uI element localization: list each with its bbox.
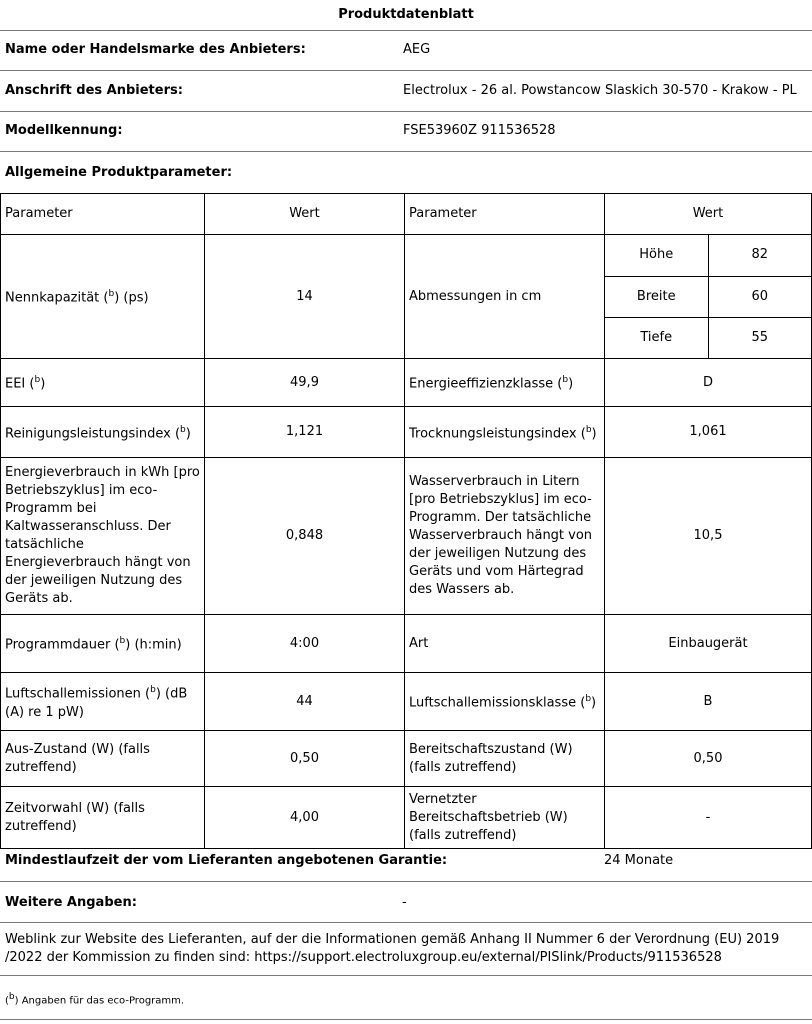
off-mode-value: 0,50 <box>205 731 405 787</box>
divider <box>0 881 812 882</box>
model-label: Modellkennung: <box>5 123 123 138</box>
address-value: Electrolux - 26 al. Powstancow Slaskich 30-570 - Krakow - PL <box>403 83 797 98</box>
tiefe-label: Tiefe <box>605 317 708 358</box>
eei-label: EEI ($^b$) <box>1 359 205 407</box>
drying-value: 1,061 <box>605 407 812 458</box>
divider <box>0 975 812 976</box>
delay-value: 4,00 <box>205 787 405 849</box>
hoehe-value: 82 <box>708 235 811 276</box>
hoehe-label: Höhe <box>605 235 708 276</box>
table-row <box>1 407 812 458</box>
table-row <box>1 359 812 407</box>
standby-value: 0,50 <box>605 731 812 787</box>
table-row <box>1 787 812 849</box>
drying-label: Trocknungsleistungsindex ($^b$) <box>405 407 605 458</box>
delay-label: Zeitvorwahl (W) (falls zutreffend) <box>1 787 205 849</box>
supplier-value: AEG <box>403 42 431 57</box>
address-label: Anschrift des Anbieters: <box>5 83 183 98</box>
table-row <box>1 731 812 787</box>
header-parameter: Parameter <box>1 194 205 235</box>
breite-label: Breite <box>605 276 708 317</box>
warranty-label: Mindestlaufzeit der vom Lieferanten angebotenen Garantie: <box>5 853 448 868</box>
energy-class-value: D <box>605 359 812 407</box>
cleaning-label: Reinigungsleistungsindex ($^b$) <box>1 407 205 458</box>
noise-label: Luftschallemissionen ($^b$) (dB (A) re 1 pW) <box>1 673 205 731</box>
general-label: Allgemeine Produktparameter: <box>5 165 233 180</box>
dimensions-table <box>605 235 811 358</box>
header-value: Wert <box>205 194 405 235</box>
breite-value: 60 <box>708 276 811 317</box>
noise-value: 44 <box>205 673 405 731</box>
divider <box>0 111 812 112</box>
parameter-table <box>0 193 812 849</box>
energy-use-value: 0,848 <box>205 458 405 615</box>
dimensions-label: Abmessungen in cm <box>405 235 605 359</box>
type-value: Einbaugerät <box>605 615 812 673</box>
weblink-text: Weblink zur Website des Lieferanten, auf der die Informationen gemäß Anhang II Nummer 6 der Verordnung (EU) 2019 /2022 der Kommission zu finden sind: https://support.electroluxgroup.eu/external/PISlink/Products/911536528 <box>5 932 780 965</box>
energy-use-label: Energieverbrauch in kWh [pro Betriebszyklus] im eco-Programm bei Kaltwasseranschluss. Der tatsächliche Energieverbrauch hängt von der jeweiligen Nutzung des Geräts ab. <box>1 458 205 615</box>
divider <box>0 151 812 152</box>
header-parameter: Parameter <box>405 194 605 235</box>
noise-class-label: Luftschallemissionsklasse ($^b$) <box>405 673 605 731</box>
type-label: Art <box>405 615 605 673</box>
header-value: Wert <box>605 194 812 235</box>
water-use-label: Wasserverbrauch in Litern [pro Betriebszyklus] im eco-Programm. Der tatsächliche Wasserverbrauch hängt von der jeweiligen Nutzung des Geräts und vom Härtegrad des Wassers ab. <box>405 458 605 615</box>
warranty-value: 24 Monate <box>604 853 674 868</box>
footnote: ($^b$) Angaben für das eco-Programm. <box>5 992 185 1007</box>
supplier-label: Name oder Handelsmarke des Anbieters: <box>5 42 306 57</box>
capacity-value: 14 <box>205 235 405 359</box>
further-label: Weitere Angaben: <box>5 895 137 910</box>
tiefe-value: 55 <box>708 317 811 358</box>
table-row <box>1 235 812 359</box>
table-row <box>1 673 812 731</box>
divider <box>0 30 812 31</box>
networked-value: - <box>605 787 812 849</box>
duration-value: 4:00 <box>205 615 405 673</box>
off-mode-label: Aus-Zustand (W) (falls zutreffend) <box>1 731 205 787</box>
noise-class-value: B <box>605 673 812 731</box>
cleaning-value: 1,121 <box>205 407 405 458</box>
water-use-value: 10,5 <box>605 458 812 615</box>
model-value: FSE53960Z 911536528 <box>403 123 556 138</box>
table-row <box>1 615 812 673</box>
divider <box>0 922 812 923</box>
energy-class-label: Energieeffizienzklasse ($^b$) <box>405 359 605 407</box>
divider <box>0 1019 812 1020</box>
further-value: - <box>402 895 407 910</box>
duration-label: Programmdauer ($^b$) (h:min) <box>1 615 205 673</box>
standby-label: Bereitschaftszustand (W) (falls zutreffend) <box>405 731 605 787</box>
dimensions-cell <box>605 235 812 359</box>
table-row <box>1 458 812 615</box>
divider <box>0 70 812 71</box>
page-title: Produktdatenblatt <box>338 7 474 22</box>
networked-label: Vernetzter Bereitschaftsbetrieb (W) (falls zutreffend) <box>405 787 605 849</box>
capacity-label: Nennkapazität ($^b$) (ps) <box>1 235 205 359</box>
table-header-row <box>1 194 812 235</box>
eei-value: 49,9 <box>205 359 405 407</box>
